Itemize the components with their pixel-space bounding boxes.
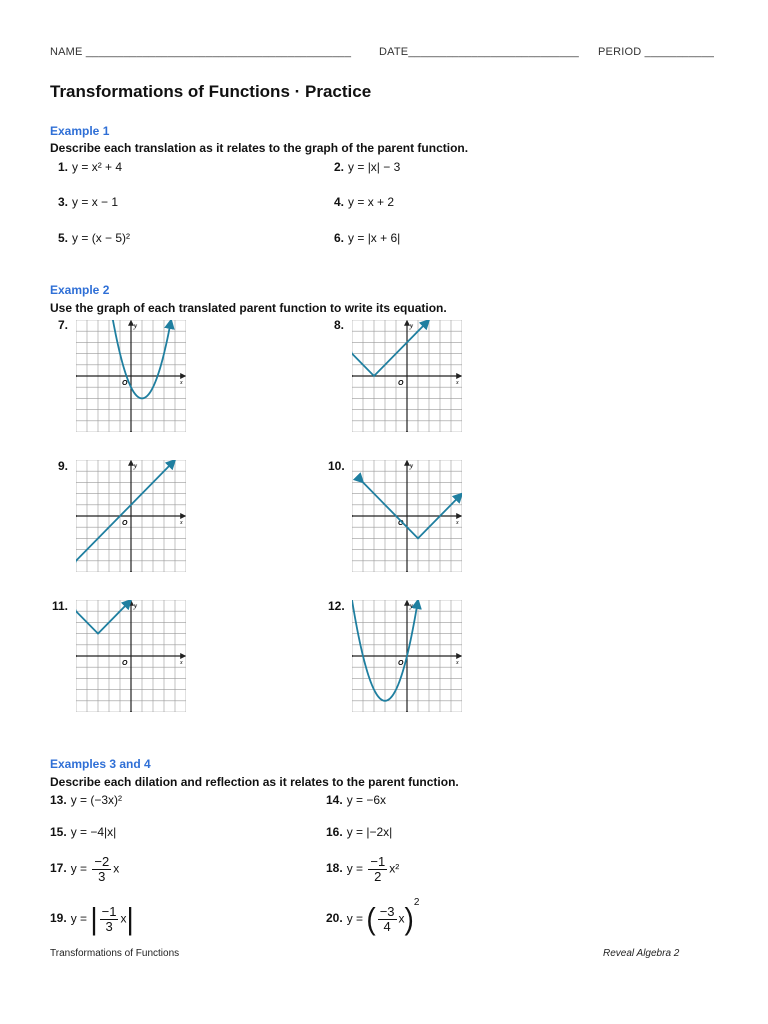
fraction: $\frac{-3}{4}$ bbox=[379, 904, 395, 934]
problem-6: 6. y = |x + 6| bbox=[334, 231, 401, 245]
x-axis-label: x bbox=[180, 660, 183, 666]
y-axis-label: y bbox=[134, 322, 138, 330]
origin-label: O bbox=[398, 660, 404, 667]
problem-1: 1. y = x² + 4 bbox=[58, 160, 123, 174]
fraction: $\frac{-1}{2}$ bbox=[370, 854, 386, 884]
graph-12-number: 12. bbox=[328, 599, 345, 613]
function-curve bbox=[363, 482, 462, 538]
graph-7-number: 7. bbox=[58, 318, 69, 332]
x-axis-label: x bbox=[456, 520, 459, 526]
problem-5: 5. y = (x − 5)² bbox=[58, 231, 131, 245]
paren-right: ) bbox=[404, 901, 414, 936]
y-axis-label: y bbox=[410, 322, 414, 330]
origin-label: O bbox=[398, 520, 404, 527]
origin-label: O bbox=[122, 520, 128, 527]
graph-12 bbox=[352, 600, 462, 712]
y-axis-label: y bbox=[134, 602, 138, 610]
abs-bar-right: | bbox=[126, 901, 134, 936]
example2-heading: Example 2 bbox=[50, 283, 110, 297]
graph-8-number: 8. bbox=[334, 318, 345, 332]
example2-instruction: Use the graph of each translated parent function to write its equation. bbox=[50, 301, 447, 315]
problem-15: 15. y = −4|x| bbox=[50, 825, 117, 839]
problem-2: 2. y = |x| − 3 bbox=[334, 160, 401, 174]
footer-right: Reveal Algebra 2 bbox=[603, 948, 680, 959]
graph-11 bbox=[76, 600, 186, 712]
page-title: Transformations of Functions · Practice bbox=[50, 82, 372, 101]
example34-heading: Examples 3 and 4 bbox=[50, 757, 151, 771]
example1-instruction: Describe each translation as it relates to the graph of the parent function. bbox=[50, 141, 469, 155]
origin-label: O bbox=[122, 660, 128, 667]
graph-9 bbox=[76, 460, 186, 572]
name-field-label: NAME __________________________________________ bbox=[50, 46, 352, 58]
origin-label: O bbox=[398, 380, 404, 387]
function-curve bbox=[352, 320, 429, 376]
function-curve bbox=[76, 600, 131, 634]
problem-20: 20. y = ( $\frac{-3}{4}$ x)$^2$ bbox=[326, 897, 420, 936]
x-axis-label: x bbox=[456, 660, 459, 666]
y-axis-label: y bbox=[134, 462, 138, 470]
example34-instruction: Describe each dilation and reflection as it relates to the parent function. bbox=[50, 775, 459, 789]
abs-bar-left: | bbox=[90, 901, 98, 936]
function-curve bbox=[76, 460, 175, 561]
example1-heading: Example 1 bbox=[50, 124, 110, 138]
y-axis-label: y bbox=[410, 462, 414, 470]
x-axis-label: x bbox=[180, 380, 183, 386]
y-axis-label: y bbox=[410, 602, 414, 610]
problem-17: 17. y = $\frac{-2}{3}$ x bbox=[50, 854, 120, 884]
period-field-label: PERIOD ___________ bbox=[598, 46, 715, 58]
problem-16: 16. y = |−2x| bbox=[326, 825, 393, 839]
footer-left: Transformations of Functions bbox=[50, 948, 180, 959]
origin-label: O bbox=[122, 380, 128, 387]
fraction: $\frac{-2}{3}$ bbox=[94, 854, 110, 884]
problem-19: 19. y = | $\frac{-1}{3}$ x| bbox=[50, 901, 134, 936]
problem-4: 4. y = x + 2 bbox=[334, 195, 395, 209]
problem-3: 3. y = x − 1 bbox=[58, 195, 119, 209]
graph-7 bbox=[76, 320, 186, 432]
graph-8 bbox=[352, 320, 462, 432]
x-axis-label: x bbox=[456, 380, 459, 386]
graph-11-number: 11. bbox=[52, 599, 69, 613]
problem-18: 18. y = $\frac{-1}{2}$ x² bbox=[326, 854, 400, 884]
problem-13: 13. y = (−3x)² bbox=[50, 793, 123, 807]
graph-9-number: 9. bbox=[58, 459, 69, 473]
problem-14: 14. y = −6x bbox=[326, 793, 387, 807]
paren-left: ( bbox=[366, 901, 376, 936]
fraction: $\frac{-1}{3}$ bbox=[101, 904, 117, 934]
x-axis-label: x bbox=[180, 520, 183, 526]
date-field-label: DATE___________________________ bbox=[379, 46, 579, 58]
graph-10-number: 10. bbox=[328, 459, 345, 473]
graph-10 bbox=[352, 460, 462, 572]
